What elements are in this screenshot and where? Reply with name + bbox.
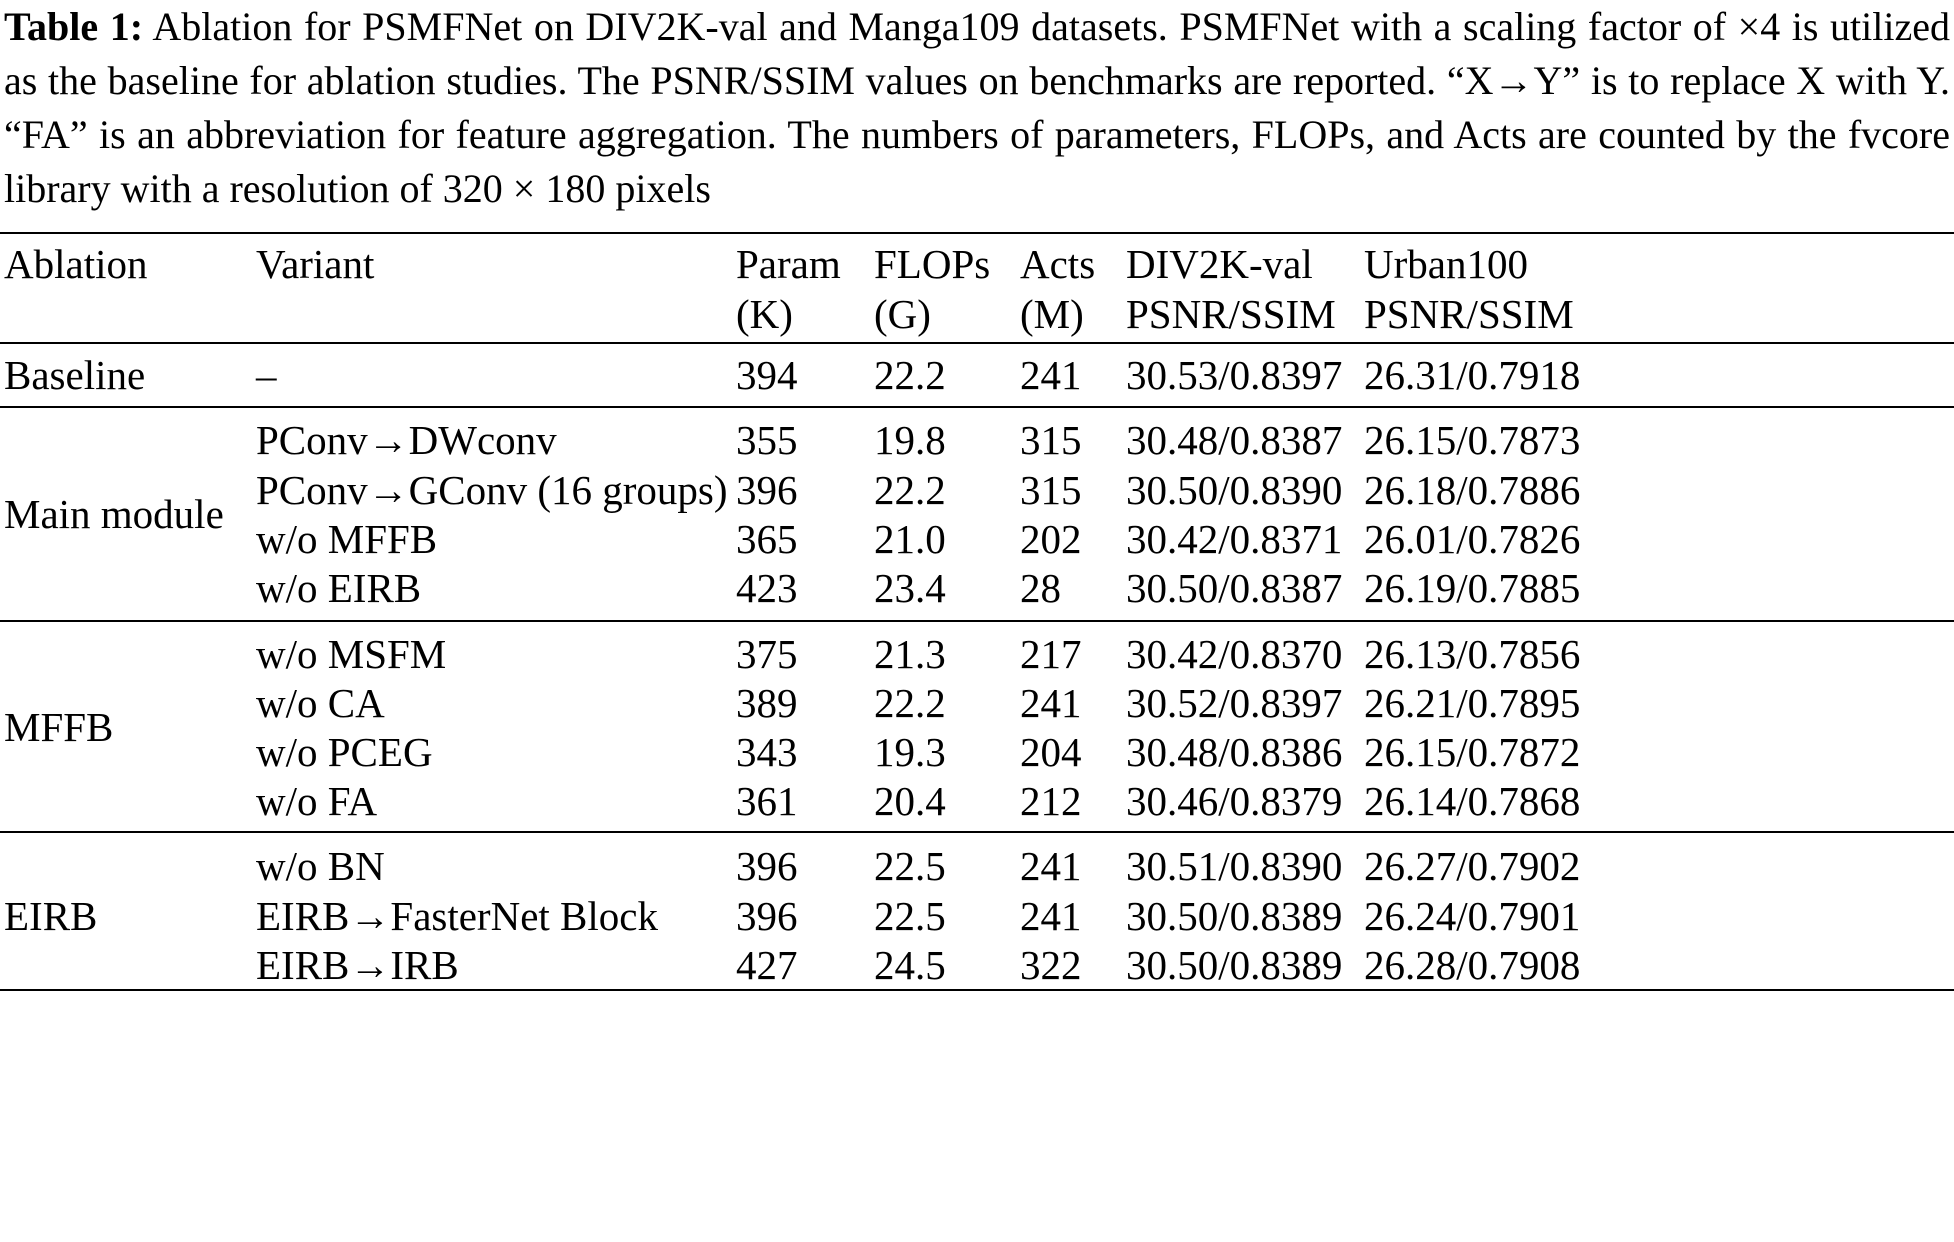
caption-label: Table 1: bbox=[4, 4, 144, 49]
header-ablation: Ablation bbox=[4, 241, 148, 287]
header-rule bbox=[0, 342, 1954, 344]
cell-flops: 22.2 bbox=[874, 352, 946, 398]
cell-flops: 22.2 bbox=[874, 467, 946, 513]
cell-flops: 22.5 bbox=[874, 843, 946, 889]
group-label: EIRB bbox=[4, 893, 98, 939]
cell-div2k-psnr-ssim: 30.50/0.8390 bbox=[1126, 467, 1343, 513]
cell-param: 394 bbox=[736, 352, 798, 398]
cell-flops: 20.4 bbox=[874, 778, 946, 824]
cell-variant: w/o PCEG bbox=[256, 729, 433, 775]
cell-urban100-psnr-ssim: 26.13/0.7856 bbox=[1364, 631, 1581, 677]
cell-div2k-psnr-ssim: 30.50/0.8387 bbox=[1126, 565, 1343, 611]
cell-acts: 315 bbox=[1020, 467, 1082, 513]
cell-acts: 315 bbox=[1020, 417, 1082, 463]
cell-urban100-psnr-ssim: 26.27/0.7902 bbox=[1364, 843, 1581, 889]
header-flops-line2: (G) bbox=[874, 291, 931, 337]
cell-flops: 21.3 bbox=[874, 631, 946, 677]
cell-div2k-psnr-ssim: 30.50/0.8389 bbox=[1126, 893, 1343, 939]
cell-div2k-psnr-ssim: 30.46/0.8379 bbox=[1126, 778, 1343, 824]
cell-param: 423 bbox=[736, 565, 798, 611]
cell-flops: 19.8 bbox=[874, 417, 946, 463]
header-param-line2: (K) bbox=[736, 291, 793, 337]
group-separator-rule bbox=[0, 406, 1954, 408]
cell-variant: w/o EIRB bbox=[256, 565, 422, 611]
cell-flops: 22.5 bbox=[874, 893, 946, 939]
cell-variant: w/o CA bbox=[256, 680, 385, 726]
cell-acts: 241 bbox=[1020, 680, 1082, 726]
cell-acts: 241 bbox=[1020, 843, 1082, 889]
table-caption bbox=[4, 0, 1950, 216]
cell-variant: – bbox=[256, 352, 277, 398]
header-urban-line1: Urban100 bbox=[1364, 241, 1528, 287]
cell-flops: 21.0 bbox=[874, 516, 946, 562]
cell-acts: 322 bbox=[1020, 942, 1082, 988]
caption-text: Ablation for PSMFNet on DIV2K-val and Manga109 datasets. PSMFNet with a scaling factor of ×4 is utilized as the baseline for ablation studies. The PSNR/SSIM values on benchmarks are reported. “X→Y” is to replace X with Y. “FA” is an abbreviation for feature aggregation. The numbers of parameters, FLOPs, and Acts are counted by the fvcore library with a resolution of 320 × 180 pixels bbox=[4, 4, 1950, 211]
cell-urban100-psnr-ssim: 26.24/0.7901 bbox=[1364, 893, 1581, 939]
cell-acts: 212 bbox=[1020, 778, 1082, 824]
cell-urban100-psnr-ssim: 26.18/0.7886 bbox=[1364, 467, 1581, 513]
cell-param: 375 bbox=[736, 631, 798, 677]
cell-param: 343 bbox=[736, 729, 798, 775]
cell-param: 365 bbox=[736, 516, 798, 562]
cell-param: 361 bbox=[736, 778, 798, 824]
cell-urban100-psnr-ssim: 26.19/0.7885 bbox=[1364, 565, 1581, 611]
cell-urban100-psnr-ssim: 26.14/0.7868 bbox=[1364, 778, 1581, 824]
cell-div2k-psnr-ssim: 30.42/0.8371 bbox=[1126, 516, 1343, 562]
cell-div2k-psnr-ssim: 30.48/0.8387 bbox=[1126, 417, 1343, 463]
cell-urban100-psnr-ssim: 26.21/0.7895 bbox=[1364, 680, 1581, 726]
cell-div2k-psnr-ssim: 30.52/0.8397 bbox=[1126, 680, 1343, 726]
cell-div2k-psnr-ssim: 30.42/0.8370 bbox=[1126, 631, 1343, 677]
cell-variant: PConv→DWconv bbox=[256, 417, 557, 463]
cell-div2k-psnr-ssim: 30.51/0.8390 bbox=[1126, 843, 1343, 889]
cell-urban100-psnr-ssim: 26.01/0.7826 bbox=[1364, 516, 1581, 562]
header-param-line1: Param bbox=[736, 241, 841, 287]
cell-acts: 217 bbox=[1020, 631, 1082, 677]
header-acts-line1: Acts bbox=[1020, 241, 1096, 287]
cell-div2k-psnr-ssim: 30.50/0.8389 bbox=[1126, 942, 1343, 988]
header-div2k-line2: PSNR/SSIM bbox=[1126, 291, 1336, 337]
table-top-rule bbox=[0, 232, 1954, 234]
cell-param: 389 bbox=[736, 680, 798, 726]
cell-variant: w/o FA bbox=[256, 778, 378, 824]
cell-param: 396 bbox=[736, 467, 798, 513]
cell-variant: EIRB→FasterNet Block bbox=[256, 893, 658, 939]
cell-flops: 23.4 bbox=[874, 565, 946, 611]
cell-flops: 22.2 bbox=[874, 680, 946, 726]
cell-urban100-psnr-ssim: 26.31/0.7918 bbox=[1364, 352, 1581, 398]
header-urban-line2: PSNR/SSIM bbox=[1364, 291, 1574, 337]
cell-param: 396 bbox=[736, 893, 798, 939]
cell-param: 355 bbox=[736, 417, 798, 463]
cell-param: 396 bbox=[736, 843, 798, 889]
header-acts-line2: (M) bbox=[1020, 291, 1084, 337]
group-separator-rule bbox=[0, 831, 1954, 833]
cell-variant: w/o MSFM bbox=[256, 631, 447, 677]
cell-acts: 202 bbox=[1020, 516, 1082, 562]
cell-acts: 204 bbox=[1020, 729, 1082, 775]
group-label: Main module bbox=[4, 491, 224, 537]
header-variant: Variant bbox=[256, 241, 375, 287]
group-label: MFFB bbox=[4, 704, 114, 750]
cell-flops: 19.3 bbox=[874, 729, 946, 775]
cell-acts: 241 bbox=[1020, 893, 1082, 939]
group-separator-rule bbox=[0, 620, 1954, 622]
header-div2k-line1: DIV2K-val bbox=[1126, 241, 1313, 287]
group-label: Baseline bbox=[4, 352, 146, 398]
cell-urban100-psnr-ssim: 26.28/0.7908 bbox=[1364, 942, 1581, 988]
cell-div2k-psnr-ssim: 30.53/0.8397 bbox=[1126, 352, 1343, 398]
table-bottom-rule bbox=[0, 989, 1954, 991]
cell-flops: 24.5 bbox=[874, 942, 946, 988]
header-flops-line1: FLOPs bbox=[874, 241, 991, 287]
cell-variant: PConv→GConv (16 groups) bbox=[256, 467, 728, 513]
cell-acts: 28 bbox=[1020, 565, 1061, 611]
cell-variant: w/o BN bbox=[256, 843, 385, 889]
cell-variant: w/o MFFB bbox=[256, 516, 438, 562]
cell-div2k-psnr-ssim: 30.48/0.8386 bbox=[1126, 729, 1343, 775]
cell-variant: EIRB→IRB bbox=[256, 942, 459, 988]
cell-urban100-psnr-ssim: 26.15/0.7873 bbox=[1364, 417, 1581, 463]
cell-acts: 241 bbox=[1020, 352, 1082, 398]
cell-urban100-psnr-ssim: 26.15/0.7872 bbox=[1364, 729, 1581, 775]
cell-param: 427 bbox=[736, 942, 798, 988]
